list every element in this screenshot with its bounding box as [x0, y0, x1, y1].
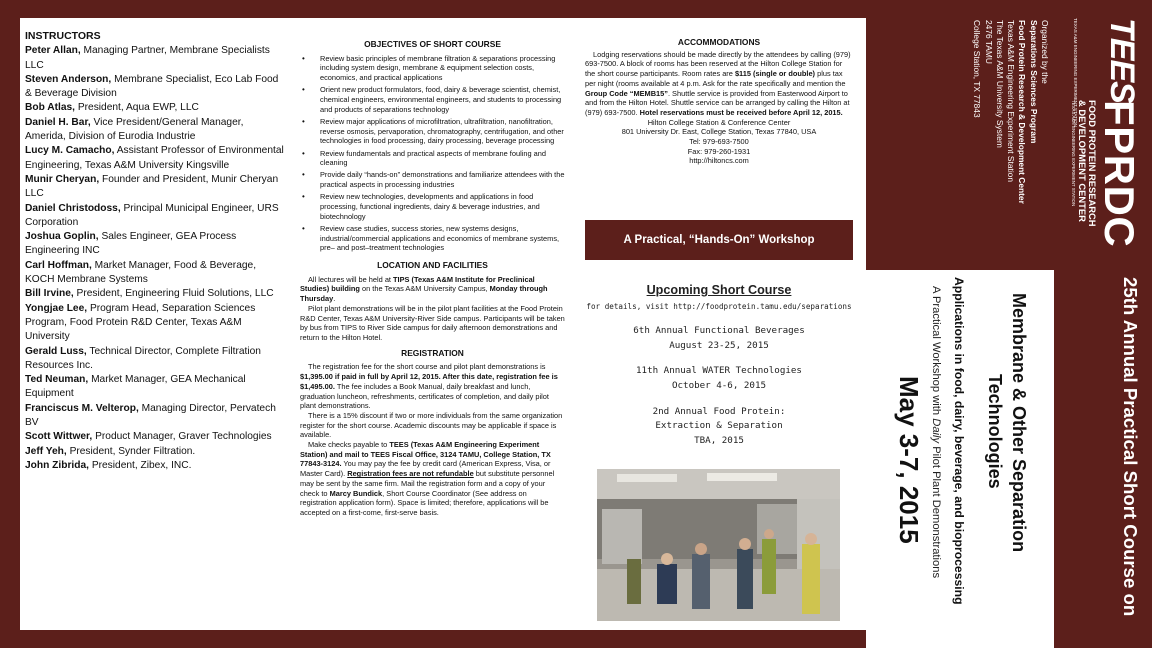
cover-title-line-3: Technologies — [985, 374, 1005, 489]
instructor-entry: Lucy M. Camacho, Assistant Professor of Environmental Engineering, Texas A&M University Kingsville — [25, 145, 284, 171]
instructor-entry: Joshua Goplin, Sales Engineer, GEA Process Engineering INC — [25, 231, 237, 257]
fprdc-logo-text: FPRDC — [1096, 100, 1143, 248]
instructor-entry: Daniel Christodoss, Principal Municipal Engineer, URS Corporation — [25, 202, 279, 228]
instructor-entry: Steven Anderson, Membrane Specialist, Eco Lab Food & Beverage Division — [25, 73, 279, 100]
objectives-heading: OBJECTIVES OF SHORT COURSE — [364, 39, 501, 49]
instructor-entry: Peter Allan, Managing Partner, Membrane Specialists LLC — [25, 45, 270, 71]
upcoming-title: Upcoming Short Course — [646, 283, 792, 297]
instructor-entry: Scott Wittwer, Product Manager, Graver Technologies — [25, 431, 272, 443]
objective-item: • Review major applications of microfiltration, ultrafiltration, nanofiltration, reverse osmosis, pervaporation, chromatography, centrifugation, and other technologies in food processing, dairy processing, beverage processing — [300, 117, 565, 146]
location-heading: LOCATION AND FACILITIES — [377, 260, 488, 271]
fprdc-subtitle: FOOD PROTEIN RESEARCH & DEVELOPMENT CENTER — [1077, 100, 1098, 227]
organizer-block: Organized by the Separations Sciences Program Food Protein Research & Development Center Texas A&M Engineering Experiment Station The Texas A&M University System 2476 TAMU College Station, TX 77843 — [972, 20, 1050, 204]
accommodations-paragraph: Lodging reservations should be made directly by the attendees by calling (979) 693-7500. A block of rooms has been reserved at the Hilton College Station for the short course participants. Room rates are $115 (single or double) plus tax per night (rooms available at 4 p.m. Ask for the rate specifically and mention the Group Code “MEMB15”. Shuttle service is provided from Easterwood Airport to and from the Hilton Hotel. Shuttle service can be arranged by calling the Hilton at (979) 693-7500. Hotel reservations must be received before April 12, 2015. — [585, 49, 851, 117]
tees-logo: TEES — [1103, 18, 1141, 103]
instructor-entry: Munir Cheryan, Founder and President, Munir Cheryan LLC — [25, 173, 279, 200]
cover-title-line-2: Membrane & Other Separation — [1009, 293, 1029, 553]
tees-logo-subtitle: TEXAS A&M ENGINEERING EXPERIMENT STATION — [1073, 18, 1078, 127]
cover-title-line-1: 25th Annual Practical Short Course on — [1120, 277, 1141, 617]
cover-date: May 3-7, 2015 — [894, 376, 924, 544]
registration-paragraph-3: Make checks payable to TEES (Texas A&M Engineering Experiment Station) and mail to TEES Fiscal Office, 3124 TAMU, College Station, TX 77843-3124. You may pay the fee by credit card (American Express, Visa, or Master Card). Registration fees are not refundable but substitute personnel may be sent by the same firm. Mail the registration form and a copy of your check to Marcy Bundick, Short Course Coordinator (See address on registration application form). Space is limited; therefore, applications will be accepted on a first-come, first-serve basis. — [300, 440, 555, 517]
bottom-maroon-bar — [20, 630, 866, 648]
hotel-tel: Tel: 979-693-7500 — [689, 137, 749, 147]
objectives-list — [300, 54, 565, 253]
instructor-entry: Franciscus M. Velterop, Managing Director, Pervatech BV — [25, 402, 276, 429]
cover-divider — [1054, 270, 1056, 648]
instructor-entry: Carl Hoffman, Market Manager, Food & Beverage, KOCH Membrane Systems — [25, 259, 257, 286]
hotel-name: Hilton College Station & Conference Center — [647, 117, 791, 127]
instructor-entry: Bob Atlas, President, Aqua EWP, LLC — [25, 102, 199, 114]
instructor-entry: Jeff Yeh, President, Synder Filtration. — [25, 445, 196, 457]
objective-item: • Review basic principles of membrane filtration & separations processing including system design, membrane & equipment selection costs, economics, and practical applications — [300, 54, 565, 83]
objective-item: • Provide daily “hands-on” demonstrations and familiarize attendees with the practical aspects in processing industries — [300, 170, 565, 189]
instructor-entry: Yongjae Lee, Program Head, Separation Sciences Program, Food Protein R&D Center, Texas A&M University — [25, 302, 256, 343]
location-paragraph-1: All lectures will be held at TIPS (Texas A&M Institute for Preclinical Studies) building on the Texas A&M University Campus, Monday through Thursday. — [300, 274, 548, 304]
upcoming-event: 11th Annual WATER Technologies October 4-6, 2015 — [636, 365, 802, 391]
objective-item: • Review new technologies, developments and applications in food processing, functional ingredients, dairy & beverage industries, and biotechnology — [300, 192, 565, 221]
accommodations-section — [585, 38, 853, 166]
pilot-plant-photo — [597, 469, 840, 621]
upcoming-event: 6th Annual Functional Beverages August 23-25, 2015 — [633, 325, 805, 351]
registration-paragraph-1: The registration fee for the short course and pilot plant demonstrations is $1,395.00 if paid in full by April 12, 2015. After this date, registration fee is $1,495.00. The fee includes a Book Manual, daily breakfast and lunch, graduation luncheon, refreshments, certificates of completion, and daily pilot plant demonstrations. — [300, 362, 558, 411]
instructors-heading: INSTRUCTORS — [25, 30, 101, 42]
hotel-url[interactable]: http://hiltoncs.com — [689, 156, 749, 166]
objective-item: • Review case studies, success stories, new systems designs, industrial/commercial applications and economics of membrane systems, pre– and post–treatment technologies — [300, 224, 565, 253]
upcoming-courses — [585, 283, 853, 459]
hotel-address: 801 University Dr. East, College Station, Texas 77840, USA — [621, 127, 817, 137]
objective-item: • Review fundamentals and practical aspects of membrane fouling and cleaning — [300, 149, 565, 168]
accommodations-heading: ACCOMMODATIONS — [677, 37, 761, 47]
instructor-entry: Bill Irvine, President, Engineering Fluid Solutions, LLC — [25, 288, 274, 300]
location-paragraph-2: Pilot plant demonstrations will be in the pilot plant facilities at the Food Protein R&D Center, Texas A&M University-River Side campus. Participants will be taken by bus from TIPS to River Side campus for daily afternoon demonstrations and return to the Hilton Hotel. — [300, 303, 565, 342]
upcoming-details[interactable]: for details, visit http://foodprotein.tamu.edu/separations — [586, 301, 852, 311]
objective-item: • Orient new product formulators, food, dairy & beverage scientist, chemist, chemical engineers, environmental engineers, and students to processing and products of separations technology — [300, 85, 565, 114]
hotel-fax: Fax: 979-260-1931 — [687, 146, 751, 156]
instructors-section — [25, 29, 285, 473]
upcoming-event: 2nd Annual Food Protein: Extraction & Separation TBA, 2015 — [652, 405, 786, 446]
cover-subtitle: Applications in food, dairy, beverage, and bioprocessing — [952, 277, 966, 605]
objectives-location-registration-column — [300, 40, 565, 518]
cover-workshop-line: A Practical Workshop with Daily Pilot Plant Demonstrations — [930, 286, 942, 579]
instructor-entry: Gerald Luss, Technical Director, Complete Filtration Resources Inc. — [25, 345, 261, 371]
registration-heading: REGISTRATION — [401, 347, 464, 358]
workshop-banner: A Practical, “Hands-On” Workshop — [585, 220, 853, 260]
instructor-entry: John Zibrida, President, Zibex, INC. — [25, 459, 192, 471]
registration-paragraph-2: There is a 15% discount if two or more individuals from the same organization register for the short course. Academic discounts may be applicable if space is available. — [300, 410, 563, 440]
instructors-list — [25, 44, 285, 473]
instructor-entry: Ted Neuman, Market Manager, GEA Mechanical Equipment — [25, 374, 246, 400]
instructor-entry: Daniel H. Bar, Vice President/General Manager, Amerida, Division of Eurodia Industrie — [25, 116, 244, 143]
fprdc-subtitle-small: TEXAS A&M ENGINEERING EXPERIMENT STATION — [1071, 100, 1076, 207]
